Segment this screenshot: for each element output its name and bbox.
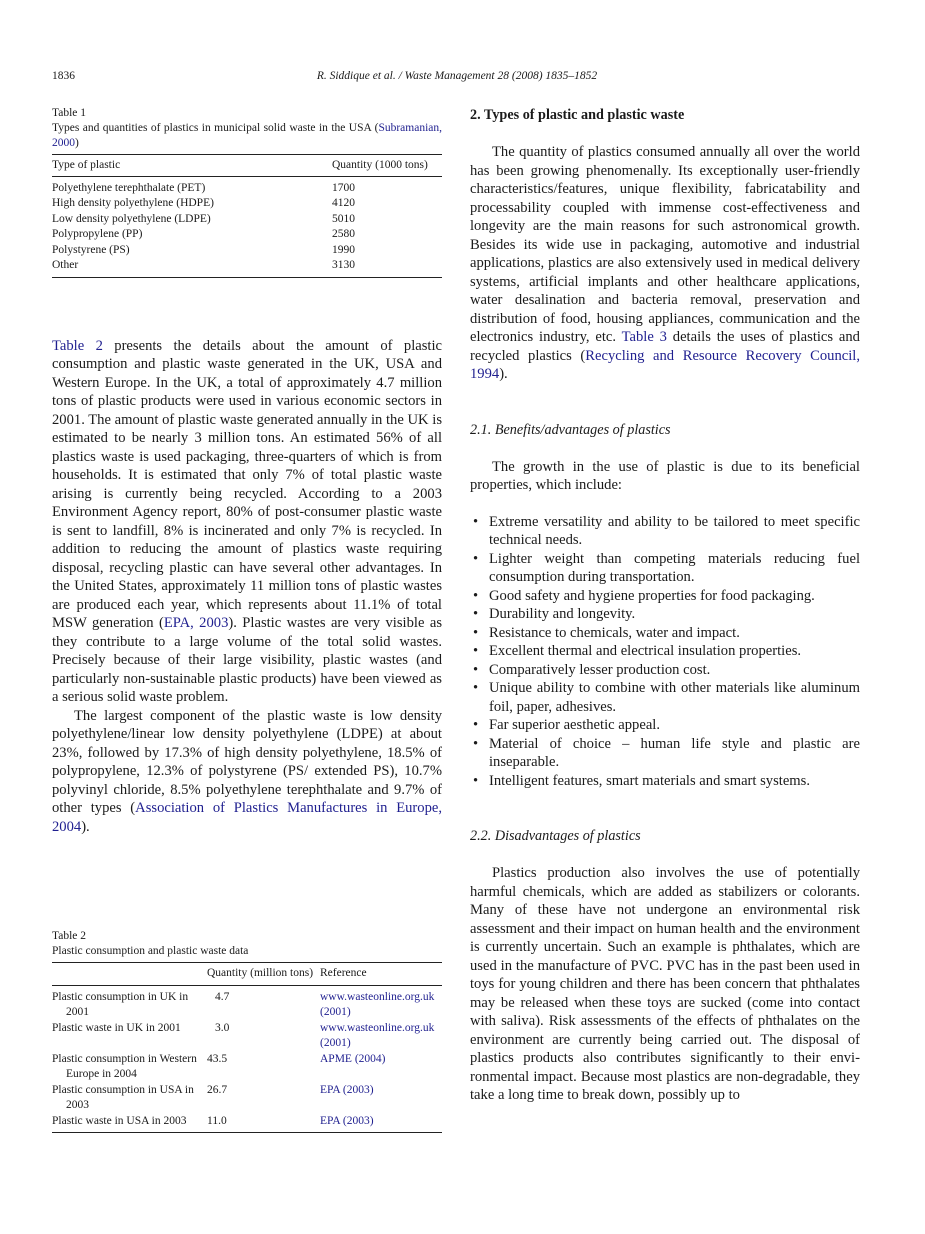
list-item: • Comparatively lesser production cost. <box>473 661 711 678</box>
bullet-icon: • <box>473 772 479 789</box>
rrrc-1994-citation-link[interactable]: Recycling and Resource Recovery Council, 1994 <box>470 347 860 382</box>
table-1-grid <box>52 154 442 278</box>
reference-link[interactable]: www.wasteonline.org.uk (2001) <box>320 990 435 1018</box>
bullet-icon: • <box>473 550 479 567</box>
table-row: Plastic consumption in USA in 2003 26.7 EPA (2003) <box>52 1083 374 1111</box>
left-column <box>52 106 442 1127</box>
section-heading-2-2: 2.2. Disadvantages of plastics <box>470 828 641 844</box>
reference-link[interactable]: EPA (2003) <box>320 1083 374 1096</box>
table-header-row <box>52 155 442 177</box>
table-3-ref-link[interactable]: Table 3 <box>621 329 667 345</box>
journal-citation: R. Siddique et al. / Waste Management 28 (2008) 1835–1852 <box>316 70 598 82</box>
running-header <box>52 70 862 86</box>
bullet-icon: • <box>473 624 479 641</box>
left-body-text <box>52 337 442 837</box>
table-2-ref-link[interactable]: Table 2 <box>52 337 103 354</box>
column-header-quantity: Quantity (1000 tons) <box>332 155 442 177</box>
section-2-body <box>470 143 860 384</box>
section-2-2-body: Plastics production also involves the use of potentially harmful chemicals, which are added as stabilizers or colorants. Many of these have not undergone an environmental risk assessment and their impact on human health and the environment is currently uncertain. Such an example is phthalates, which are used in the manufacture of PVC. PVC has in the past been used in toys for young children and there has been concern that phthalates may be released when these toys are sucked (come into contact with saliva). Risk assessments of the effects of phthalates on the environment are currently being carried out. The disposal of plastics products also contributes significantly to their environmental impact. Because most plastics are non-degradable, they take a long time to break down, possibly up to <box>470 865 860 1103</box>
table-1-label: Table 1 <box>52 107 87 119</box>
bullet-icon: • <box>473 735 479 752</box>
list-item: • Durability and longevity. <box>473 606 636 622</box>
bullet-icon: • <box>473 643 479 659</box>
table-row: Polystyrene (PS) 1990 <box>52 243 355 256</box>
table-2-caption: Plastic consumption and plastic waste data <box>52 945 249 957</box>
reference-link[interactable]: EPA (2003) <box>320 1114 374 1127</box>
list-item: • Lighter weight than competing materials reducing fuel consumption during transportation. <box>473 550 860 585</box>
bullet-icon: • <box>473 606 479 622</box>
table-row: Plastic waste in USA in 2003 11.0 EPA (2003) <box>52 1114 442 1133</box>
paragraph: The largest component of the plastic waste is low density polyethylene/linear low density polyethylene (LDPE) at about 23%, followed by 17.3% of high density polyethylene, 18.5% of polypropylene, 12.3% of polystyrene (PS/ extended PS), 10.7% polyvinyl chloride, 8.5% polyethylene terephthalate and 9.7% of other types (Association of Plastics Manufactures in Europe, 2004). <box>52 707 442 835</box>
bullet-icon: • <box>473 513 479 530</box>
apme-2004-citation-link[interactable]: Association of Plastics Manufactures in Europe, 2004 <box>52 800 442 835</box>
section-heading-2-1: 2.1. Benefits/advantages of plastics <box>470 421 671 438</box>
list-item: • Material of choice – human life style and plastic are inseparable. <box>473 735 860 770</box>
epa-2003-citation-link[interactable]: EPA, 2003 <box>163 615 229 631</box>
bullet-icon: • <box>473 587 479 604</box>
table-row: Plastic waste in UK in 2001 3.0 www.wasteonline.org.uk (2001) <box>52 1021 435 1049</box>
bullet-icon: • <box>473 680 479 696</box>
list-item: • Intelligent features, smart materials and smart systems. <box>473 772 810 789</box>
table-1-citation-link[interactable]: Subramanian, 2000 <box>52 122 442 149</box>
table-2-label: Table 2 <box>52 930 87 942</box>
bullet-icon: • <box>473 661 479 678</box>
section-heading-2: 2. Types of plastic and plastic waste <box>470 107 685 123</box>
reference-link[interactable]: APME (2004) <box>320 1052 386 1065</box>
table-row: Low density polyethylene (LDPE) 5010 <box>52 212 355 225</box>
table-row: High density polyethylene (HDPE) 4120 <box>52 197 355 209</box>
table-2 <box>52 929 442 1133</box>
page-number: 1836 <box>52 70 75 82</box>
list-item: • Far superior aesthetic appeal. <box>473 717 660 733</box>
list-item: • Unique ability to combine with other materials like aluminum foil, paper, adhesives. <box>473 680 860 715</box>
table-row: Plastic consumption in UK in 2001 4.7 www.wasteonline.org.uk (2001) <box>52 990 435 1018</box>
list-item: • Resistance to chemicals, water and impact. <box>473 624 740 641</box>
column-header-quantity: Quantity (million tons) <box>207 963 320 986</box>
benefits-list <box>470 513 860 791</box>
table-row: Polyethylene terephthalate (PET) 1700 <box>52 181 355 194</box>
column-header-item <box>52 963 207 986</box>
list-item: • Extreme versatility and ability to be tailored to meet specific technical needs. <box>473 513 860 548</box>
table-1-caption: Types and quantities of plastics in municipal solid waste in the USA (Subramanian, 2000) <box>52 122 442 149</box>
paragraph: Table 2 presents the details about the amount of plastic consumption and plastic waste generated in the UK, USA and Western Europe. In the UK, a total of approximately 4.7 million tons of plastic products were used in various economic sectors in 2001. The amount of plastic waste generated annually in the UK is estimated to be nearly 3 million tons. An estimated 56% of all plastics waste is used packaging, three-quarters of which is from households. It is estimated that only 7% of total plastic waste arising is currently being recycled. According to a 2003 Environment Agency report, 80% of post-consumer plastic waste is sent to landfill, 8% is incinerated and only 7% is recycled. In addition to reducing the amount of plastics waste requiring disposal, recycling plastic can have several other advantages. In the United States, approximately 11 million tons of plastic wastes are produced each year, which represents about 11.1% of total MSW generation (EPA, 2003). Plastic wastes are very visible as they contribute to a large volume of the total solid wastes. Precisely because of their large visibility, plastic wastes (and particularly non-sustainable plastic products) have been viewed as a serious solid waste problem. <box>52 337 442 705</box>
right-column <box>470 106 860 1105</box>
table-2-grid <box>52 962 442 1133</box>
table-row: Other 3130 <box>52 258 442 277</box>
table-row: Polypropylene (PP) 2580 <box>52 228 355 240</box>
table-row: Plastic consumption in Western Europe in 2004 43.5 APME (2004) <box>52 1052 386 1080</box>
list-item: • Good safety and hygiene properties for food packaging. <box>473 587 815 604</box>
paragraph: The quantity of plastics consumed annually all over the world has been growing phenomenally. Its exceptionally user-friendly characteristics/features, unique flexibility, fabricatability and processability coupled with immense cost-effectiveness and longevity are the main reasons for such astronomical growth. Besides its wide use in packaging, automotive and industrial applications, plastics are also extensively used in medical delivery systems, artificial implants and other healthcare applications, water desalination and bacteria removal, preservation and distribution of food, housing appliances, communication and the electronics industry, etc. Table 3 details the uses of plastics and recycled plastics (Recycling and Resource Recovery Council, 1994). <box>470 144 860 382</box>
reference-link[interactable]: www.wasteonline.org.uk (2001) <box>320 1021 435 1049</box>
list-item: • Excellent thermal and electrical insulation properties. <box>473 643 802 659</box>
section-2-1-intro: The growth in the use of plastic is due to its beneficial properties, which include: <box>470 458 860 493</box>
table-1 <box>52 106 442 278</box>
column-header-reference: Reference <box>320 963 442 986</box>
bullet-icon: • <box>473 717 479 733</box>
table-header-row <box>52 963 442 986</box>
column-header-type: Type of plastic <box>52 155 332 177</box>
